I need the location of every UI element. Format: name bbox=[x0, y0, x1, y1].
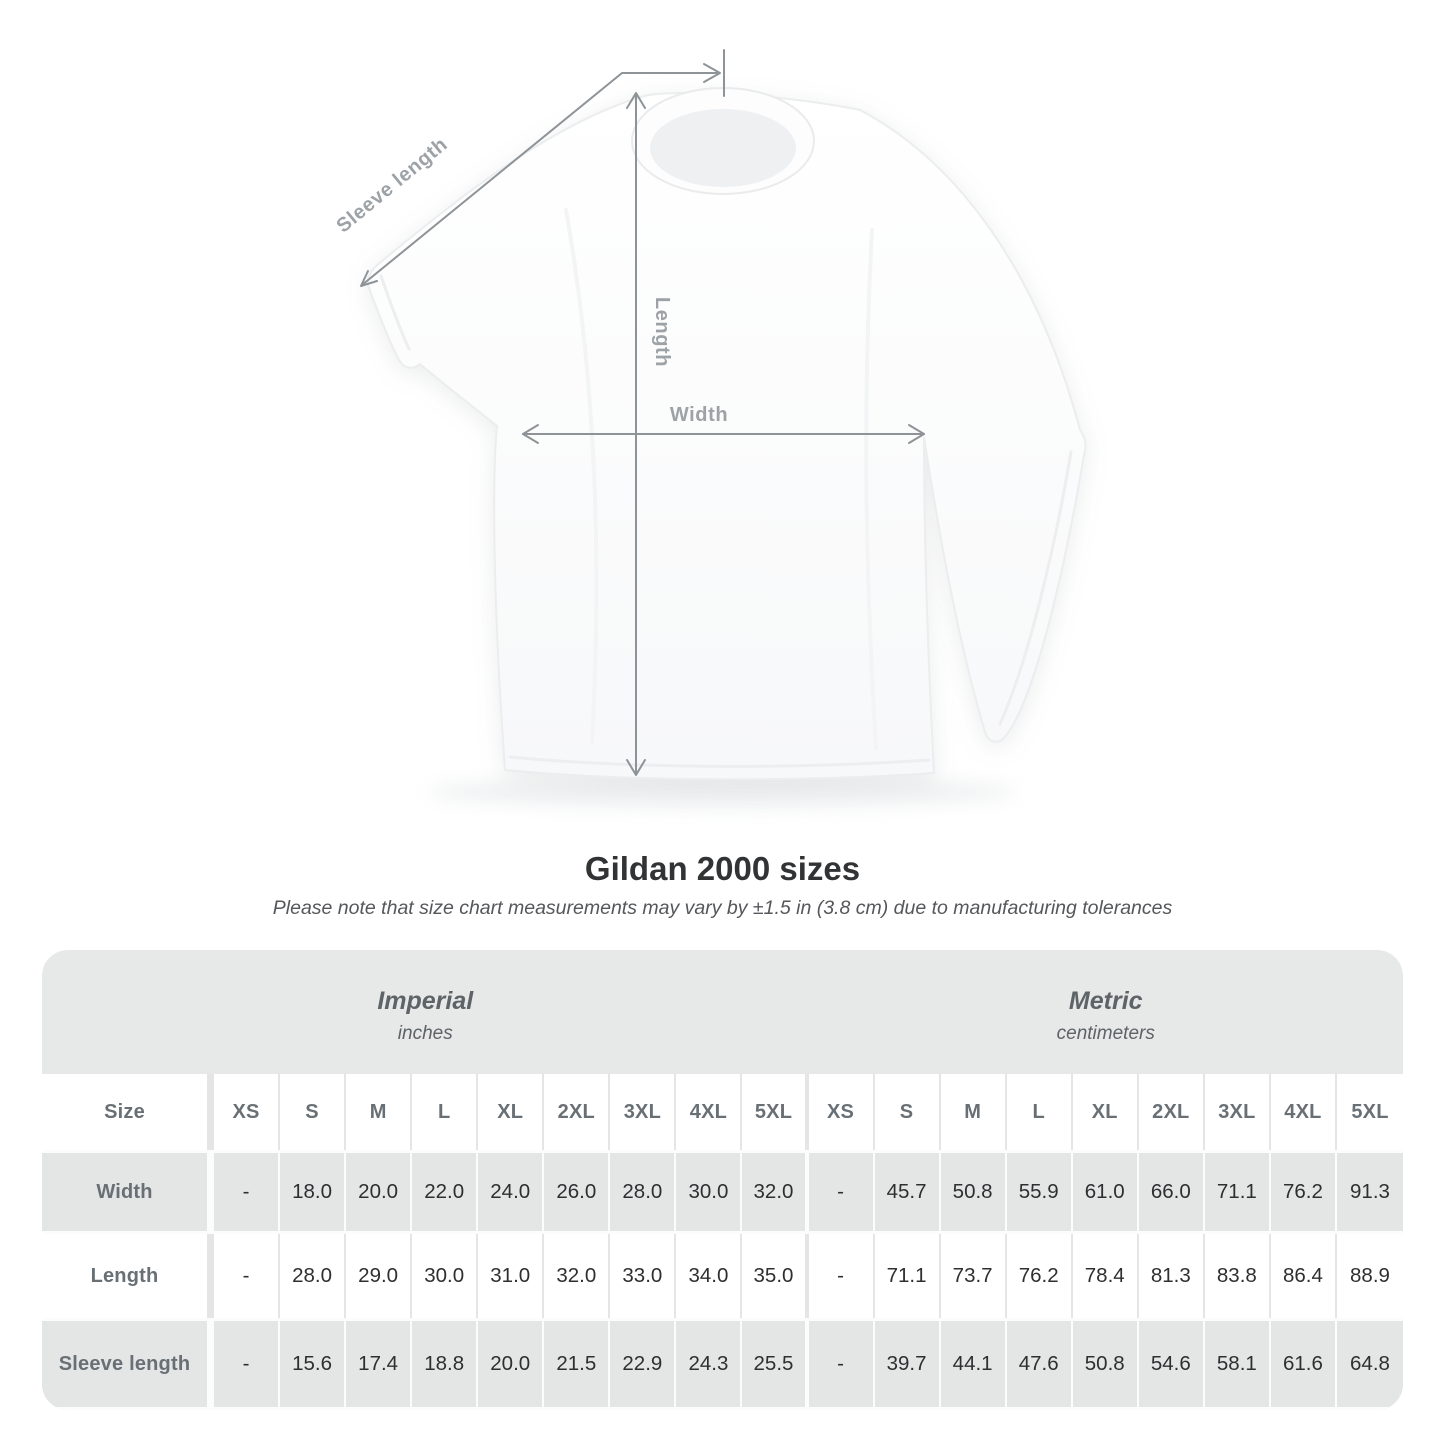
metric-label: Metric bbox=[1068, 987, 1143, 1015]
metric-sleeve-length-3xl: 58.1 bbox=[1205, 1318, 1271, 1410]
metric-width-l: 55.9 bbox=[1007, 1150, 1073, 1234]
metric-length-s: 71.1 bbox=[875, 1234, 941, 1318]
metric-length-xl: 78.4 bbox=[1073, 1234, 1139, 1318]
imperial-sleeve-length-2xl: 21.5 bbox=[544, 1318, 610, 1410]
imperial-width-4xl: 30.0 bbox=[676, 1150, 742, 1234]
metric-width-xs: - bbox=[809, 1150, 875, 1234]
tshirt-silhouette bbox=[368, 93, 1086, 779]
row-label-sleeve-length: Sleeve length bbox=[42, 1318, 214, 1410]
metric-sleeve-length-m: 44.1 bbox=[941, 1318, 1007, 1410]
imperial-size-header-m: M bbox=[346, 1074, 412, 1150]
imperial-sleeve-length-s: 15.6 bbox=[280, 1318, 346, 1410]
row-label-length: Length bbox=[42, 1234, 214, 1318]
metric-sleeve-length-5xl: 64.8 bbox=[1337, 1318, 1403, 1410]
size-grid bbox=[42, 1074, 1403, 1410]
imperial-width-xl: 24.0 bbox=[478, 1150, 544, 1234]
metric-width-xl: 61.0 bbox=[1073, 1150, 1139, 1234]
imperial-unit: inches bbox=[397, 1023, 453, 1044]
metric-size-header-m: M bbox=[941, 1074, 1007, 1150]
imperial-width-m: 20.0 bbox=[346, 1150, 412, 1234]
imperial-width-s: 18.0 bbox=[280, 1150, 346, 1234]
width-label: Width bbox=[669, 404, 729, 426]
metric-size-header-xs: XS bbox=[809, 1074, 875, 1150]
metric-size-header-2xl: 2XL bbox=[1139, 1074, 1205, 1150]
imperial-width-3xl: 28.0 bbox=[610, 1150, 676, 1234]
metric-width-s: 45.7 bbox=[875, 1150, 941, 1234]
imperial-length-xs: - bbox=[214, 1234, 280, 1318]
metric-width-2xl: 66.0 bbox=[1139, 1150, 1205, 1234]
metric-width-m: 50.8 bbox=[941, 1150, 1007, 1234]
imperial-length-xl: 31.0 bbox=[478, 1234, 544, 1318]
imperial-sleeve-length-xs: - bbox=[214, 1318, 280, 1410]
imperial-sleeve-length-l: 18.8 bbox=[412, 1318, 478, 1410]
imperial-size-header-xs: XS bbox=[214, 1074, 280, 1150]
metric-section-header bbox=[809, 950, 1404, 1074]
imperial-size-header-5xl: 5XL bbox=[742, 1074, 808, 1150]
unit-section-band bbox=[42, 950, 1403, 1074]
metric-length-5xl: 88.9 bbox=[1337, 1234, 1403, 1318]
metric-width-5xl: 91.3 bbox=[1337, 1150, 1403, 1234]
metric-length-3xl: 83.8 bbox=[1205, 1234, 1271, 1318]
length-label: Length bbox=[651, 296, 673, 368]
imperial-width-2xl: 26.0 bbox=[544, 1150, 610, 1234]
imperial-sleeve-length-xl: 20.0 bbox=[478, 1318, 544, 1410]
imperial-sleeve-length-3xl: 22.9 bbox=[610, 1318, 676, 1410]
metric-size-header-5xl: 5XL bbox=[1337, 1074, 1403, 1150]
metric-size-header-s: S bbox=[875, 1074, 941, 1150]
sleeve-length-label: Sleeve length bbox=[332, 133, 452, 238]
metric-width-3xl: 71.1 bbox=[1205, 1150, 1271, 1234]
imperial-length-5xl: 35.0 bbox=[742, 1234, 808, 1318]
metric-size-header-l: L bbox=[1007, 1074, 1073, 1150]
imperial-length-3xl: 33.0 bbox=[610, 1234, 676, 1318]
metric-sleeve-length-s: 39.7 bbox=[875, 1318, 941, 1410]
size-table bbox=[42, 950, 1403, 1410]
imperial-length-4xl: 34.0 bbox=[676, 1234, 742, 1318]
imperial-length-s: 28.0 bbox=[280, 1234, 346, 1318]
metric-size-header-3xl: 3XL bbox=[1205, 1074, 1271, 1150]
imperial-sleeve-length-m: 17.4 bbox=[346, 1318, 412, 1410]
imperial-length-l: 30.0 bbox=[412, 1234, 478, 1318]
metric-sleeve-length-xl: 50.8 bbox=[1073, 1318, 1139, 1410]
metric-length-m: 73.7 bbox=[941, 1234, 1007, 1318]
imperial-length-2xl: 32.0 bbox=[544, 1234, 610, 1318]
metric-length-l: 76.2 bbox=[1007, 1234, 1073, 1318]
imperial-length-m: 29.0 bbox=[346, 1234, 412, 1318]
imperial-width-5xl: 32.0 bbox=[742, 1150, 808, 1234]
metric-sleeve-length-xs: - bbox=[809, 1318, 875, 1410]
imperial-sleeve-length-4xl: 24.3 bbox=[676, 1318, 742, 1410]
imperial-width-xs: - bbox=[214, 1150, 280, 1234]
imperial-sleeve-length-5xl: 25.5 bbox=[742, 1318, 808, 1410]
page-subtitle: Please note that size chart measurements may vary by ±1.5 in (3.8 cm) due to manufacturing tolerances bbox=[272, 897, 1173, 919]
metric-unit: centimeters bbox=[1056, 1023, 1155, 1044]
imperial-size-header-l: L bbox=[412, 1074, 478, 1150]
metric-sleeve-length-4xl: 61.6 bbox=[1271, 1318, 1337, 1410]
metric-width-4xl: 76.2 bbox=[1271, 1150, 1337, 1234]
size-column-header: Size bbox=[42, 1074, 214, 1150]
imperial-size-header-2xl: 2XL bbox=[544, 1074, 610, 1150]
metric-length-2xl: 81.3 bbox=[1139, 1234, 1205, 1318]
row-label-width: Width bbox=[42, 1150, 214, 1234]
imperial-size-header-xl: XL bbox=[478, 1074, 544, 1150]
metric-sleeve-length-2xl: 54.6 bbox=[1139, 1318, 1205, 1410]
page-title: Gildan 2000 sizes bbox=[584, 850, 861, 887]
imperial-size-header-4xl: 4XL bbox=[676, 1074, 742, 1150]
imperial-width-l: 22.0 bbox=[412, 1150, 478, 1234]
metric-length-xs: - bbox=[809, 1234, 875, 1318]
imperial-section-header bbox=[42, 950, 809, 1074]
metric-sleeve-length-l: 47.6 bbox=[1007, 1318, 1073, 1410]
metric-size-header-xl: XL bbox=[1073, 1074, 1139, 1150]
metric-length-4xl: 86.4 bbox=[1271, 1234, 1337, 1318]
collar-inner bbox=[650, 109, 796, 187]
imperial-label: Imperial bbox=[377, 987, 474, 1015]
imperial-size-header-3xl: 3XL bbox=[610, 1074, 676, 1150]
imperial-size-header-s: S bbox=[280, 1074, 346, 1150]
metric-size-header-4xl: 4XL bbox=[1271, 1074, 1337, 1150]
shirt-ground-shadow bbox=[427, 776, 1017, 808]
